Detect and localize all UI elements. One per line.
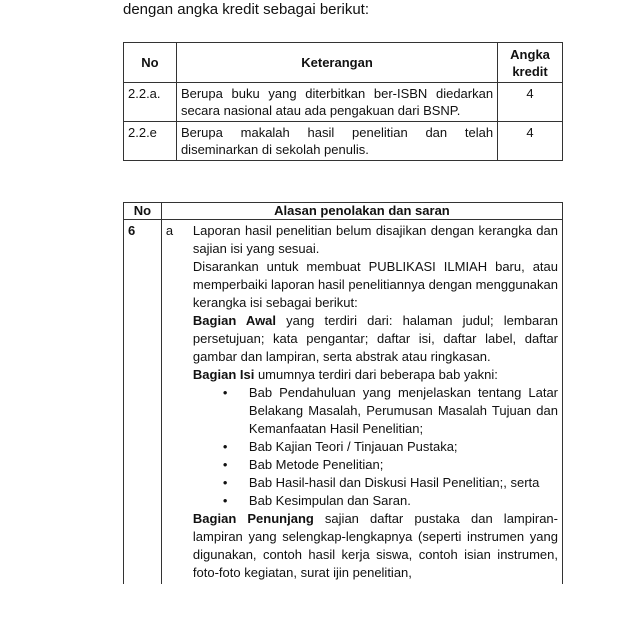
row-sub-label: a — [165, 223, 174, 238]
rejection-table-header — [124, 203, 563, 220]
bagian-isi-label: Bagian Isi — [192, 367, 255, 382]
list-item: • Bab Metode Penelitian; — [222, 457, 384, 472]
header-no: No — [124, 203, 162, 220]
bagian-penunjang-label: Bagian Penunjang — [192, 511, 314, 526]
intro-text: dengan angka kredit sebagai berikut: — [123, 1, 370, 18]
table-row — [124, 83, 563, 122]
row-no: 6 — [124, 220, 162, 585]
credit-table — [123, 42, 563, 161]
paragraph-saran: Disarankan untuk membuat PUBLIKASI ILMIAH baru, atau memperbaiki laporan hasil penelitiannya dengan menggunakan kerangka isi sebagai berikut: — [192, 259, 558, 310]
bullet-icon: • — [222, 475, 228, 490]
row-keterangan: Berupa buku yang diterbitkan ber-ISBN diedarkan secara nasional atau ada pengakuan dari BSNP. — [176, 83, 497, 122]
bagian-penunjang-text: sajian daftar pustaka dan lampiran-lampiran yang selengkap-lengkapnya (seperti instrumen yang digunakan, contoh hasil kerja siswa, contoh isian instrumen, foto-foto kegiatan, surat ijin penelitian, — [192, 511, 558, 580]
table-row — [124, 220, 563, 585]
list-item: • Bab Kajian Teori / Tinjauan Pustaka; — [222, 439, 458, 454]
row-kredit: 4 — [498, 122, 563, 161]
list-item: • Bab Hasil-hasil dan Diskusi Hasil Penelitian;, serta — [222, 475, 540, 490]
bagian-awal — [193, 312, 558, 366]
bullet-icon: • — [222, 385, 228, 400]
table-row — [124, 122, 563, 161]
bullet-icon: • — [222, 439, 228, 454]
credit-table-header — [124, 43, 563, 83]
bagian-awal-text: yang terdiri dari: halaman judul; lembaran persetujuan; kata pengantar; daftar isi, daftar label, daftar gambar dan lampiran, serta abstrak atau ringkasan. — [192, 313, 558, 364]
row-no: 2.2.a. — [124, 83, 177, 122]
header-keterangan: Keterangan — [176, 43, 497, 83]
bullet-icon: • — [222, 457, 228, 472]
rejection-table — [123, 202, 563, 584]
header-no: No — [124, 43, 177, 83]
bagian-isi-text: umumnya terdiri dari beberapa bab yakni: — [254, 367, 498, 382]
row-kredit: 4 — [498, 83, 563, 122]
header-alasan: Alasan penolakan dan saran — [161, 203, 562, 220]
paragraph-laporan: Laporan hasil penelitian belum disajikan dengan kerangka dan sajian isi yang sesuai. — [192, 223, 558, 256]
bagian-isi — [193, 366, 558, 384]
row-content — [161, 220, 562, 585]
row-keterangan: Berupa makalah hasil penelitian dan telah diseminarkan di sekolah penulis. — [176, 122, 497, 161]
list-item: • Bab Kesimpulan dan Saran. — [222, 493, 411, 508]
list-item: • Bab Pendahuluan yang menjelaskan tentang Latar Belakang Masalah, Perumusan Masalah Tujuan dan Kemanfaatan Hasil Penelitian; — [222, 385, 558, 436]
row-no: 2.2.e — [124, 122, 177, 161]
bagian-awal-label: Bagian Awal — [192, 313, 277, 328]
bab-list — [193, 384, 558, 510]
bagian-penunjang — [193, 510, 558, 582]
header-angka-kredit: Angka kredit — [498, 43, 563, 83]
bullet-icon: • — [222, 493, 228, 508]
